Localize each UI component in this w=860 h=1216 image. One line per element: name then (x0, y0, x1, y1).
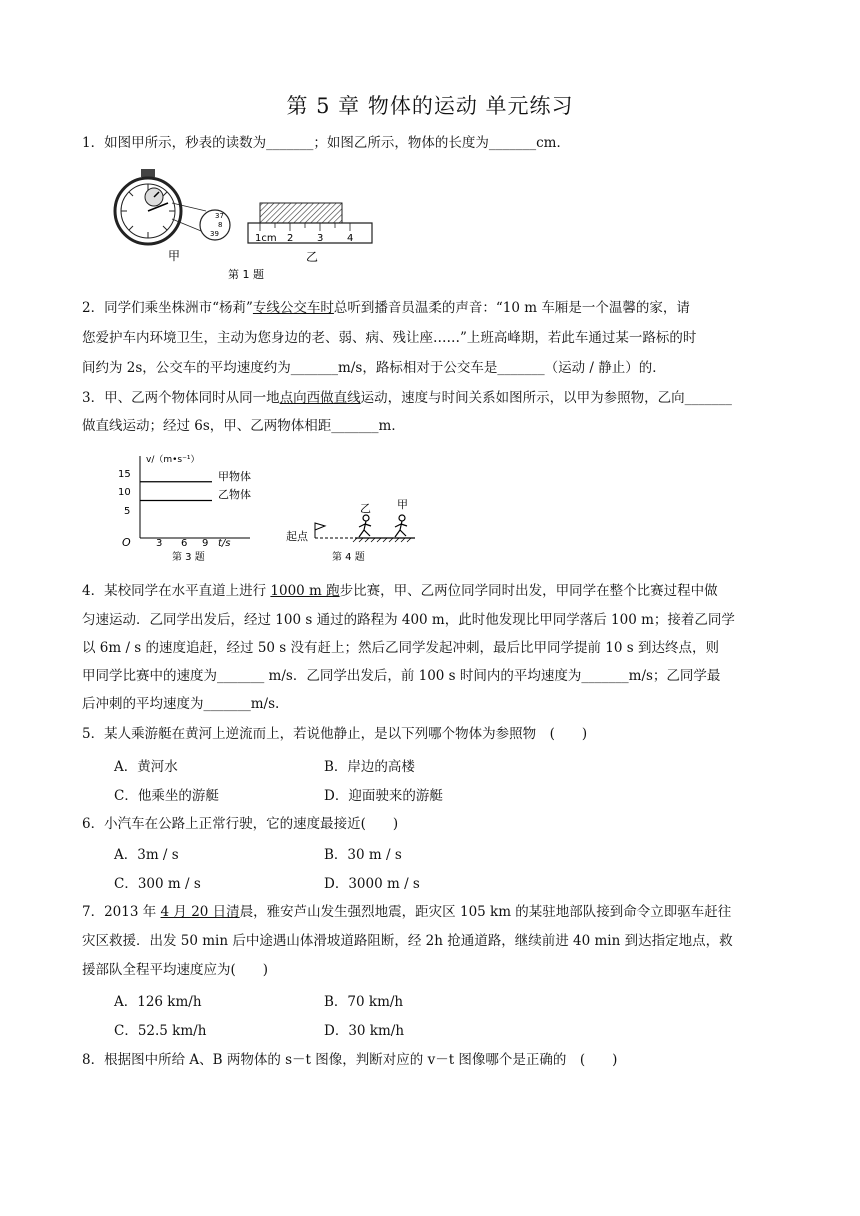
fig-label-yi: 乙 (306, 250, 319, 264)
runner-label-yi: 乙 (360, 502, 371, 515)
question-6-text: 6．小汽车在公路上正常行驶，它的速度最接近( ) (82, 816, 399, 832)
xtick-6: 6 (181, 538, 188, 549)
q5-option-b[interactable]: B．岸边的高楼 (324, 759, 415, 775)
question-4-line-2: 匀速运动．乙同学出发后，经过 100 s 通过的路程为 400 m，此时他发现比甲同学落后 100 m；接着乙同学 (82, 612, 735, 628)
q6-option-a[interactable]: A．3m / s (114, 847, 179, 863)
q5-option-d[interactable]: D．迎面驶来的游艇 (324, 788, 443, 804)
question-5-text: 5．某人乘游艇在黄河上逆流而上，若说他静止，是以下列哪个物体为参照物 ( ) (82, 726, 588, 742)
velocity-time-graph (110, 448, 440, 568)
fig-caption-q3: 第 3 题 (172, 552, 205, 563)
question-4-line-4: 甲同学比赛中的速度为_______ m/s．乙同学出发后，前 100 s 时间内的平均速度为_______m/s；乙同学最 (82, 668, 721, 684)
graph-origin: O (122, 536, 131, 549)
runner-icon-jia (395, 515, 407, 537)
question-3-line-1: 3．甲、乙两个物体同时从同一地点向西做直线运动，速度与时间关系如图所示，以甲为参照物，乙向_______ (82, 390, 732, 406)
question-4-line-5: 后冲刺的平均速度为_______m/s. (82, 696, 280, 712)
zoom-dial-icon (200, 210, 230, 240)
q7-option-a[interactable]: A．126 km/h (114, 994, 202, 1010)
q5-option-a[interactable]: A．黄河水 (114, 759, 178, 775)
svg-text:39: 39 (210, 230, 219, 238)
svg-text:3: 3 (317, 233, 324, 244)
question-4-line-3: 以 6m / s 的速度追赶，经过 50 s 没有赶上；然后乙同学发起冲刺，最后比甲同学提前 10 s 到达终点，则 (82, 640, 719, 656)
runner-label-jia: 甲 (397, 498, 408, 511)
q7-option-b[interactable]: B．70 km/h (324, 994, 404, 1010)
ytick-5: 5 (124, 506, 131, 517)
graph-ylabel: v/（m•s⁻¹） (146, 455, 200, 465)
ruler-icon (248, 203, 372, 244)
series-label-yi: 乙物体 (218, 488, 251, 501)
q7-option-d[interactable]: D．30 km/h (324, 1023, 405, 1039)
fig-label-jia: 甲 (168, 249, 181, 263)
svg-text:37: 37 (215, 212, 224, 220)
page-title: 第 5 章 物体的运动 单元练习 (286, 94, 574, 118)
question-7-line-3: 援部队全程平均速度应为( ) (82, 962, 269, 978)
question-2-line-1: 2．同学们乘坐株洲市“杨莉”专线公交车时总听到播音员温柔的声音：“10 m 车厢是一个温馨的家，请 (82, 300, 690, 316)
question-4-line-1: 4．某校同学在水平直道上进行 1000 m 跑步比赛，甲、乙两位同学同时出发，甲同学在整个比赛过程中做 (82, 583, 718, 599)
svg-text:2: 2 (287, 233, 294, 244)
question-1-text: 1．如图甲所示，秒表的读数为_______；如图乙所示，物体的长度为_______cm． (82, 135, 570, 151)
xtick-9: 9 (202, 538, 209, 549)
fig-caption-q4: 第 4 题 (332, 552, 365, 563)
question-7-line-2: 灾区救援．出发 50 min 后中途遇山体滑坡道路阻断，经 2h 抢通道路，继续前进 40 min 到达指定地点，救 (82, 933, 733, 949)
question-7-line-1: 7．2013 年 4 月 20 日清晨，雅安芦山发生强烈地震，距灾区 105 km 的某驻地部队接到命令立即驱车赶往 (82, 904, 732, 920)
question-8-text: 8．根据图中所给 A、B 两物体的 s－t 图像，判断对应的 v－t 图像哪个是正确的 ( ) (82, 1052, 618, 1068)
series-label-jia: 甲物体 (218, 470, 251, 483)
start-label: 起点 (286, 530, 308, 543)
ytick-10: 10 (118, 487, 131, 498)
svg-text:4: 4 (347, 233, 354, 244)
figure-q1 (110, 163, 390, 283)
q7-option-c[interactable]: C．52.5 km/h (114, 1023, 207, 1039)
xtick-3: 3 (156, 538, 163, 549)
question-2-line-3: 间约为 2s，公交车的平均速度约为_______m/s，路标相对于公交车是_______（运动 / 静止）的． (82, 360, 666, 376)
fig-caption-q1: 第 1 题 (228, 268, 264, 281)
q5-option-c[interactable]: C．他乘坐的游艇 (114, 788, 219, 804)
graph-xlabel: t/s (218, 538, 231, 549)
svg-text:1cm: 1cm (255, 233, 277, 244)
q6-option-d[interactable]: D．3000 m / s (324, 876, 420, 892)
stopwatch-icon (115, 169, 181, 244)
q6-option-c[interactable]: C．300 m / s (114, 876, 201, 892)
question-2-line-2: 您爱护车内环境卫生，主动为您身边的老、弱、病、残让座……”上班高峰期，若此车通过某一路标的时 (82, 330, 697, 346)
svg-text:8: 8 (218, 221, 223, 229)
runner-icon-yi (359, 515, 371, 537)
figure-q4 (286, 498, 415, 563)
question-3-line-2: 做直线运动；经过 6s，甲、乙两物体相距_______m． (82, 418, 405, 434)
ytick-15: 15 (118, 469, 131, 480)
q6-option-b[interactable]: B．30 m / s (324, 847, 402, 863)
